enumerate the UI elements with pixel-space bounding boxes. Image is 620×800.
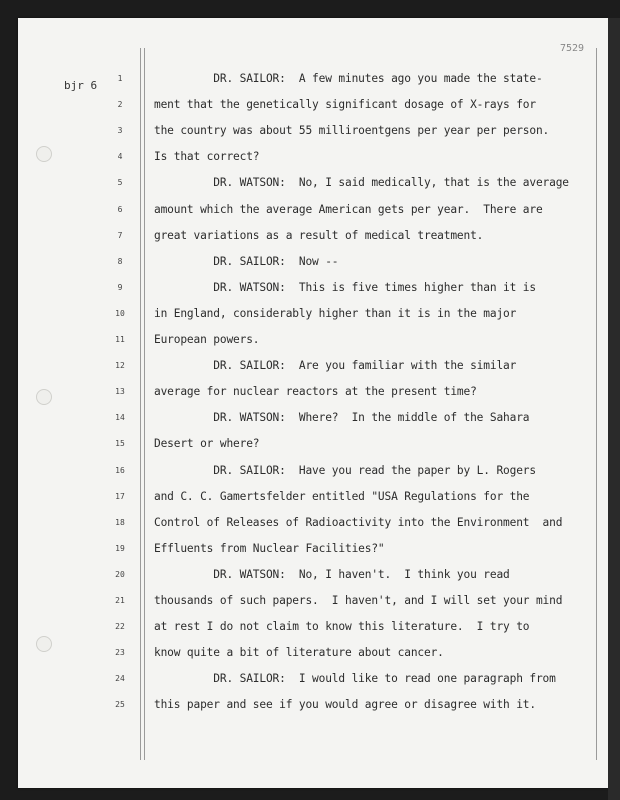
line-number: 8 xyxy=(117,256,123,266)
binder-hole-top xyxy=(36,146,52,162)
transcript-line: in England, considerably higher than it is in the major xyxy=(154,306,517,320)
margin-rule-left-1 xyxy=(140,48,141,760)
transcript-line: amount which the average American gets per year. There are xyxy=(154,202,543,216)
transcript-line: DR. WATSON: This is five times higher than it is xyxy=(154,280,536,294)
transcript-line: this paper and see if you would agree or disagree with it. xyxy=(154,698,536,712)
transcript-line: DR. SAILOR: Now -- xyxy=(154,254,339,268)
transcript-line: Is that correct? xyxy=(154,150,260,164)
transcript-line: at rest I do not claim to know this literature. I try to xyxy=(154,620,530,634)
binder-hole-middle xyxy=(36,389,52,405)
line-number: 17 xyxy=(115,491,125,501)
transcript-line: DR. SAILOR: A few minutes ago you made the state- xyxy=(154,72,543,85)
transcript-line: Control of Releases of Radioactivity into the Environment and xyxy=(154,515,563,529)
line-number: 21 xyxy=(115,596,125,605)
line-number: 7 xyxy=(117,230,123,240)
transcript-line: Effluents from Nuclear Facilities?" xyxy=(154,541,385,555)
line-number: 11 xyxy=(115,335,125,344)
transcript-line: thousands of such papers. I haven't, and I will set your mind xyxy=(154,594,563,607)
binder-hole-bottom xyxy=(36,636,52,652)
line-number: 18 xyxy=(115,517,125,527)
transcript-line: DR. WATSON: No, I haven't. I think you read xyxy=(154,567,510,581)
transcript-line: DR. WATSON: No, I said medically, that is the average xyxy=(154,176,569,190)
line-number: 2 xyxy=(117,100,123,110)
transcript-line: average for nuclear reactors at the present time? xyxy=(154,385,477,399)
transcript-line: know quite a bit of literature about cancer. xyxy=(154,646,444,660)
line-number: 3 xyxy=(117,126,123,136)
line-number: 10 xyxy=(115,308,125,318)
scan-edge xyxy=(608,18,620,800)
transcript-line: DR. SAILOR: I would like to read one paragraph from xyxy=(154,672,556,686)
line-number: 25 xyxy=(115,700,125,710)
line-number: 14 xyxy=(115,413,125,423)
line-number: 22 xyxy=(115,622,125,632)
line-number: 24 xyxy=(115,674,125,684)
line-number: 23 xyxy=(115,648,125,658)
page-number: 7529 xyxy=(560,43,585,54)
line-number: 9 xyxy=(117,282,123,292)
margin-rule-left-2 xyxy=(144,48,145,760)
transcript-line: Desert or where? xyxy=(154,437,260,451)
margin-rule-right xyxy=(596,48,597,760)
line-number: 13 xyxy=(115,387,125,397)
transcript-line: and C. C. Gamertsfelder entitled "USA Regulations for the xyxy=(154,489,530,503)
line-number: 12 xyxy=(115,361,125,371)
line-number: 19 xyxy=(115,543,125,553)
line-number: 6 xyxy=(117,204,123,214)
line-number: 5 xyxy=(117,178,123,188)
transcript-line: DR. SAILOR: Have you read the paper by L. Rogers xyxy=(154,463,536,477)
line-number: 15 xyxy=(115,439,125,449)
reporter-code: bjr 6 xyxy=(64,79,98,92)
line-number: 20 xyxy=(115,569,125,579)
line-number: 4 xyxy=(117,152,123,162)
transcript-line: ment that the genetically significant dosage of X-rays for xyxy=(154,98,536,112)
transcript-line: DR. SAILOR: Are you familiar with the similar xyxy=(154,359,517,373)
line-number: 1 xyxy=(117,74,123,83)
transcript-line: DR. WATSON: Where? In the middle of the Sahara xyxy=(154,411,530,425)
transcript-line: great variations as a result of medical treatment. xyxy=(154,228,484,242)
line-number: 16 xyxy=(115,465,125,475)
transcript-line: the country was about 55 milliroentgens per year per person. xyxy=(154,124,550,138)
transcript-line: European powers. xyxy=(154,333,260,346)
